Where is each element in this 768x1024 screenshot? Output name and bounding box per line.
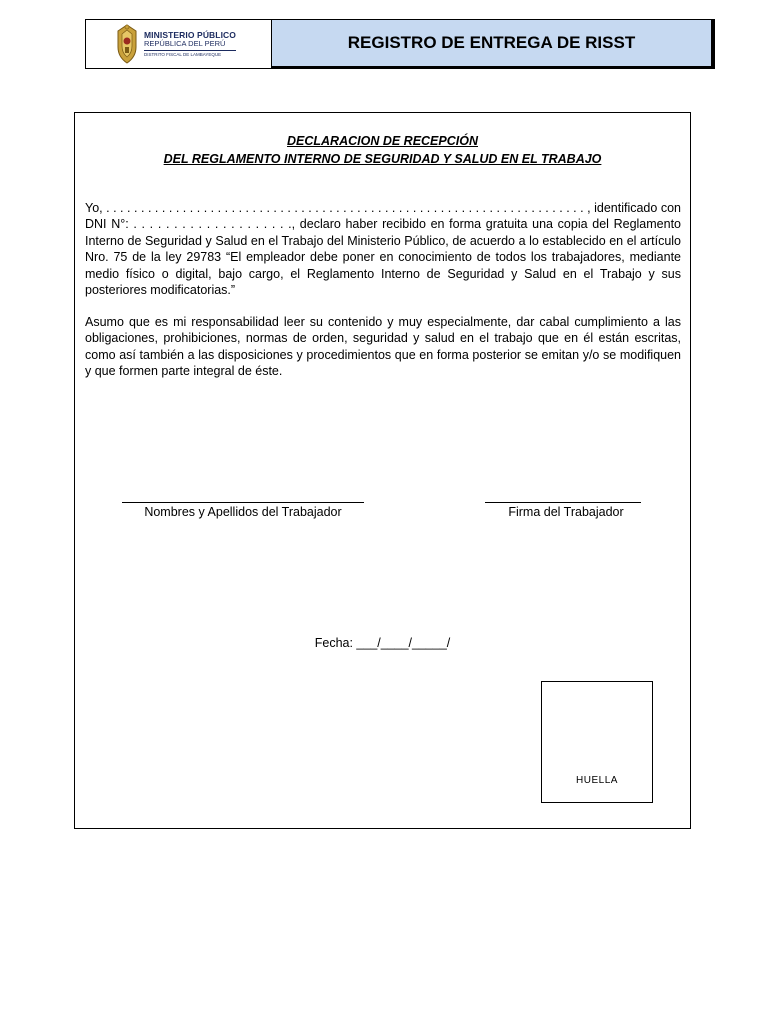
declaration-paragraph-1: Yo, . . . . . . . . . . . . . . . . . . . . . . . . . . . . . . . . . . . . . . . . . . . . . . . . . . . . . . . . . . . . . . . . . . . . . , identificado con DNI N°: . . . . . . . . . . . . . . . . . . . ., declaro haber recibido en forma gratuita una copia del Reglamento Interno de Seguridad y Salud en el Trabajo del Ministerio Público, de acuerdo a lo establecido en el artículo Nro. 75 de la ley 29783 “El empleador debe poner en conocimiento de todos los trabajadores, mediante medio físico o digital, bajo cargo, el Reglamento Interno de Seguridad y Salud en el Trabajo y sus posteriores modificatorias.” xyxy=(85,201,681,298)
logo-line-3: DISTRITO FISCAL DE LAMBAYEQUE xyxy=(144,51,222,57)
fingerprint-label: HUELLA xyxy=(576,775,618,786)
document-header xyxy=(85,19,715,69)
date-field: Fecha: ___/____/_____/ xyxy=(314,636,451,650)
declaration-title-line-2: DEL REGLAMENTO INTERNO DE SEGURIDAD Y SALUD EN EL TRABAJO xyxy=(163,152,602,166)
signature-line xyxy=(485,502,641,503)
logo-line-2: REPÚBLICA DEL PERÚ xyxy=(144,40,236,51)
crest-icon xyxy=(114,23,140,65)
institution-logo xyxy=(86,20,272,68)
name-signature-label: Nombres y Apellidos del Trabajador xyxy=(144,505,342,519)
fingerprint-box xyxy=(541,681,653,803)
name-signature-line xyxy=(122,502,364,503)
declaration-frame xyxy=(74,112,691,829)
declaration-paragraph-2: Asumo que es mi responsabilidad leer su contenido y muy especialmente, dar cabal cumplimiento a las obligaciones, prohibiciones, normas de orden, seguridad y salud en el trabajo que en él están escritas, como así también a las disposiciones y procedimientos que en forma posterior se emitan y/o se modifiquen y que formen parte integral de éste. xyxy=(85,315,681,379)
declaration-title-line-1: DECLARACION DE RECEPCIÓN xyxy=(287,134,478,148)
logo-line-1: MINISTERIO PÚBLICO xyxy=(144,29,236,40)
document-title: REGISTRO DE ENTREGA DE RISST xyxy=(272,20,714,68)
signature-label: Firma del Trabajador xyxy=(508,505,624,519)
